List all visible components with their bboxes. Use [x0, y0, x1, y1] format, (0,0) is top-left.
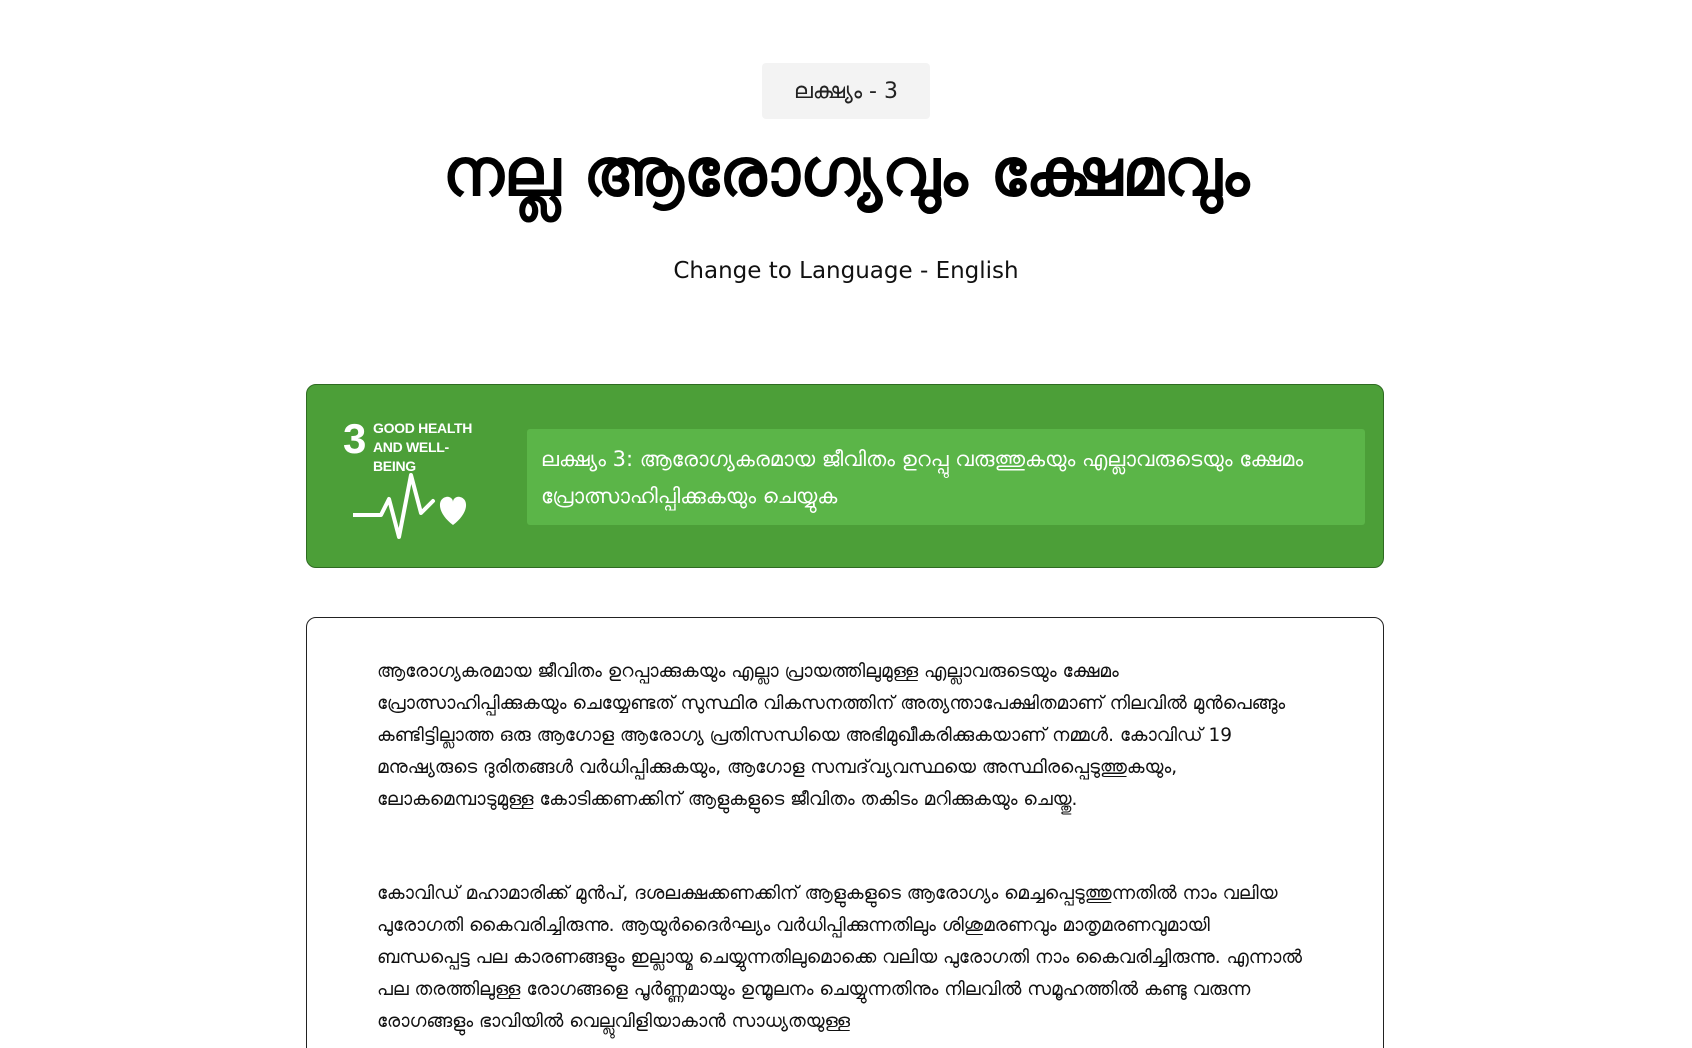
sdg-goal-card	[306, 384, 1384, 568]
sdg-goal-description: ലക്ഷ്യം 3: ആരോഗ്യകരമായ ജീവിതം ഉറപ്പു വരുത്തുകയും എല്ലാവരുടെയും ക്ഷേമം പ്രോത്സാഹിപ്പിക്കുകയും ചെയ്യുക	[527, 429, 1365, 525]
sdg-logo-label-line2: AND WELL-BEING	[373, 439, 449, 474]
change-language-link[interactable]: Change to Language - English	[673, 258, 1019, 284]
content-paragraph: ആരോഗ്യകരമായ ജീവിതം ഉറപ്പാക്കുകയും എല്ലാ പ്രായത്തിലുമുള്ള എല്ലാവരുടെയും ക്ഷേമം പ്രോത്സാഹിപ്പിക്കുകയും ചെയ്യേണ്ടത് സുസ്ഥിര വികസനത്തിന് അത്യന്താപേക്ഷിതമാണ് നിലവിൽ മുൻപെങ്ങും കണ്ടിട്ടില്ലാത്ത ഒരു ആഗോള ആരോഗ്യ പ്രതിസന്ധിയെ അഭിമുഖീകരിക്കുകയാണ് നമ്മൾ. കോവിഡ് 19 മനുഷ്യരുടെ ദുരിതങ്ങൾ വർധിപ്പിക്കുകയും, ആഗോള സമ്പദ്‌വ്യവസ്ഥയെ അസ്ഥിരപ്പെടുത്തുകയും, ലോകമെമ്പാടുമുള്ള കോടിക്കണക്കിന് ആളുകളുടെ ജീവിതം തകിടം മറിക്കുകയും ചെയ്തു.	[377, 661, 1286, 810]
content-paragraph: കോവിഡ് മഹാമാരിക്ക് മുൻപ്, ദശലക്ഷക്കണക്കിന് ആളുകളുടെ ആരോഗ്യം മെച്ചപ്പെടുത്തുന്നതിൽ നാം വലിയ പുരോഗതി കൈവരിച്ചിരുന്നു. ആയുർദൈർഘ്യം വർധിപ്പിക്കുന്നതിലും ശിശുമരണവും മാതൃമരണവുമായി ബന്ധപ്പെട്ട പല കാരണങ്ങളും ഇല്ലായ്മ ചെയ്യുന്നതിലുമൊക്കെ വലിയ പുരോഗതി നാം കൈവരിച്ചിരുന്നു. എന്നാൽ പല തരത്തിലുള്ള രോഗങ്ങളെ പൂർണ്ണമായും ഉന്മൂലനം ചെയ്യുന്നതിനും നിലവിൽ സമൂഹത്തിൽ കണ്ടു വരുന്ന രോഗങ്ങളും ഭാവിയിൽ വെല്ലുവിളിയാകാൻ സാധ്യതയുള്ള	[377, 883, 1303, 1032]
goal-number-badge: ലക്ഷ്യം - 3	[762, 63, 930, 119]
sdg-3-logo	[343, 415, 473, 545]
heartbeat-heart-icon	[353, 465, 473, 545]
content-card	[306, 617, 1384, 1048]
sdg-logo-label-line1: GOOD HEALTH	[373, 420, 473, 436]
sdg-logo-number: 3	[343, 415, 367, 462]
page-title: നല്ല ആരോഗ്യവും ക്ഷേമവും	[442, 134, 1250, 211]
